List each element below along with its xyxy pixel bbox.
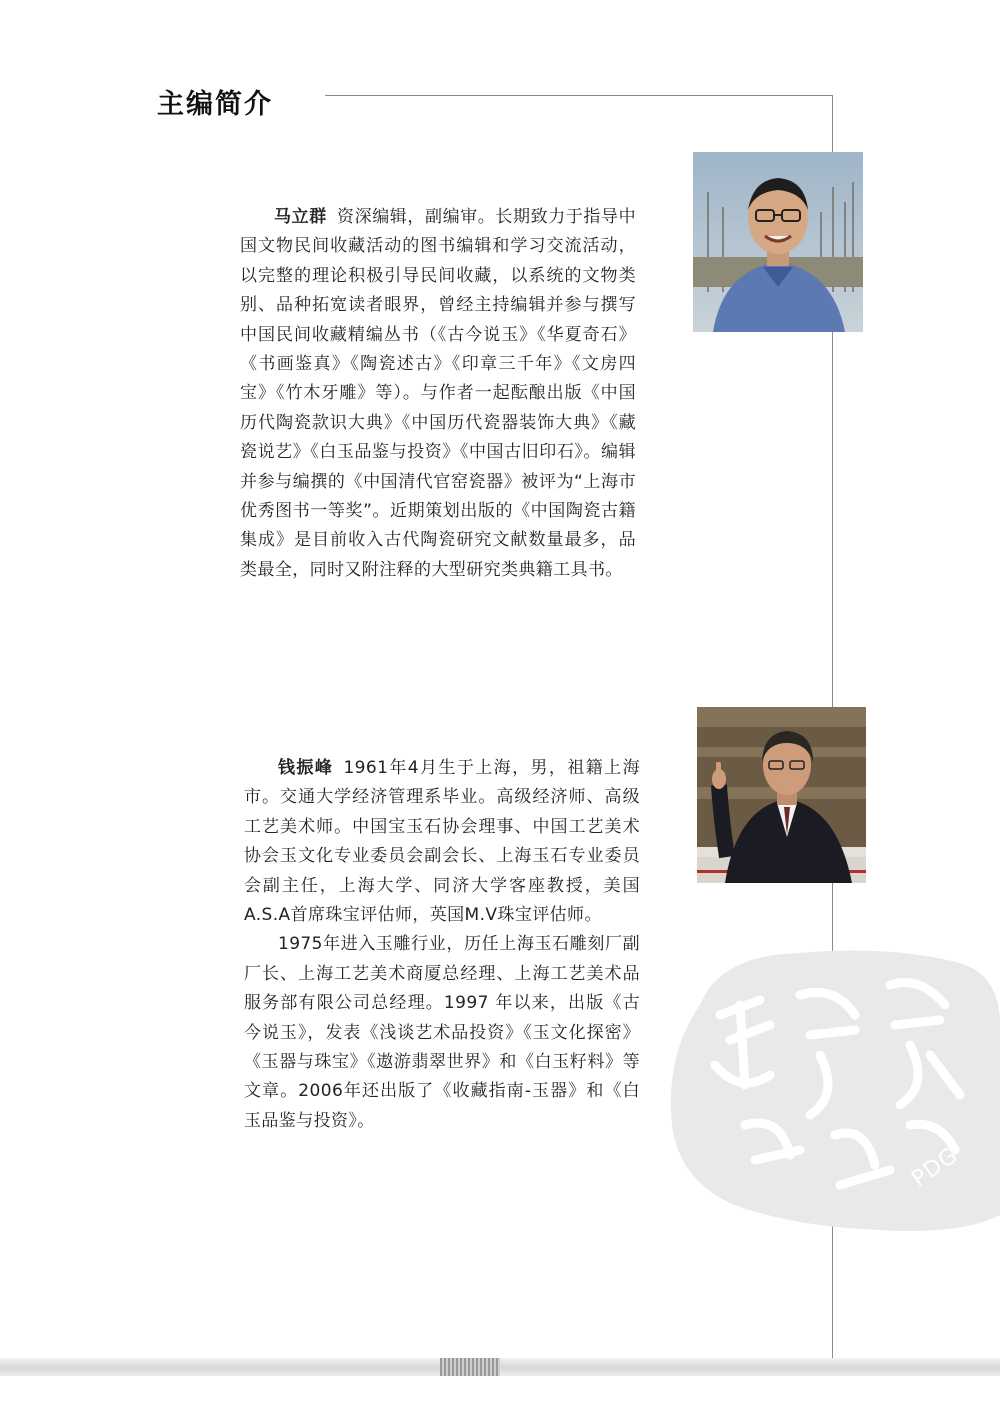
editor-1-bio (240, 203, 636, 585)
editor-1-paragraph-1 (240, 203, 636, 585)
page-title: 主编简介 (157, 89, 273, 120)
watermark-seal (660, 945, 1000, 1235)
editor-2-paragraph-2: 1975年进入玉雕行业，历任上海玉石雕刻厂副厂长、上海工艺美术商厦总经理、上海工艺美术品服务部有限公司总经理。1997 年以来，出版《古今说玉》，发表《浅谈艺术品投资》《玉文化探密》《玉器与珠宝》《遨游翡翠世界》和《白玉籽料》等文章。2006年还出版了《收藏指南-玉器》和《白玉品鉴与投资》。 (244, 934, 640, 1131)
bottom-scan-strip-dark (440, 1358, 500, 1376)
portrait-photo-icon (693, 152, 863, 332)
editor-2-bio-text-1: 1961年4月生于上海，男，祖籍上海市。交通大学经济管理系毕业。高级经济师、高级工艺美术师。中国宝玉石协会理事、中国工艺美术协会玉文化专业委员会副会长、上海玉石专业委员会副主任，上海大学、同济大学客座教授，美国A.S.A首席珠宝评估师，英国M.V珠宝评估师。 (244, 758, 641, 926)
seal-stamp-watermark-icon (660, 945, 1000, 1235)
editor-1-photo (693, 152, 863, 332)
bottom-scan-strip (0, 1358, 1000, 1376)
editor-2-paragraph-1 (244, 754, 640, 930)
editor-2-name: 钱振峰 (278, 758, 334, 778)
watermark-text: PDG (907, 1142, 963, 1193)
portrait-photo-icon (697, 707, 866, 883)
editor-2-photo (697, 707, 866, 883)
editor-1-bio-text: 资深编辑，副编审。长期致力于指导中国文物民间收藏活动的图书编辑和学习交流活动，以完整的理论积极引导民间收藏，以系统的文物类别、品种拓宽读者眼界，曾经主持编辑并参与撰写中国民间收藏精编丛书（《古今说玉》《华夏奇石》《书画鉴真》《陶瓷述古》《印章三千年》《文房四宝》《竹木牙雕》等）。与作者一起酝酿出版《中国历代陶瓷款识大典》《中国历代瓷器装饰大典》《藏瓷说艺》《白玉品鉴与投资》《中国古旧印石》。编辑并参与编撰的《中国清代官窑瓷器》被评为“上海市优秀图书一等奖”。近期策划出版的《中国陶瓷古籍集成》是目前收入古代陶瓷研究文献数量最多，品类最全，同时又附注释的大型研究类典籍工具书。 (240, 207, 636, 580)
editor-2-bio (244, 754, 640, 1136)
editor-1-name: 马立群 (274, 207, 327, 227)
header-rule (325, 95, 832, 96)
